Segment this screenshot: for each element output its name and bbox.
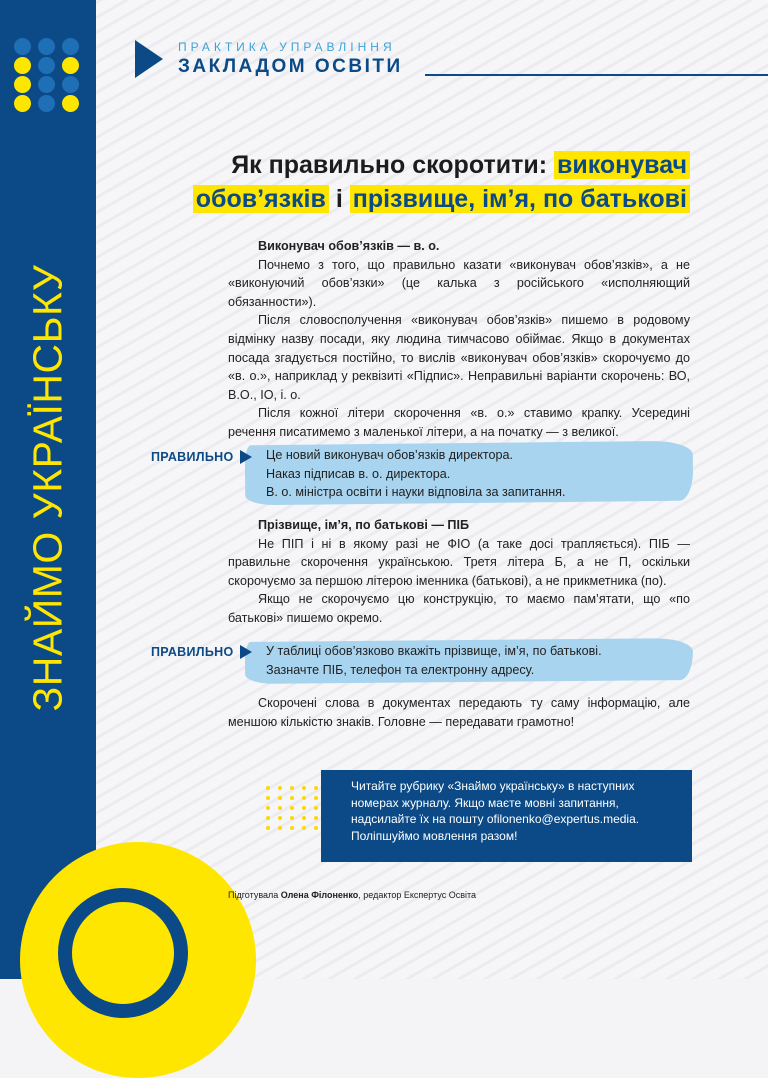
yellow-dot <box>302 796 306 800</box>
example-line: Зазначте ПІБ, телефон та електронну адресу. <box>266 662 535 677</box>
yellow-dot <box>266 796 270 800</box>
header-title: ЗАКЛАДОМ ОСВІТИ <box>178 56 403 77</box>
yellow-dot <box>314 806 318 810</box>
yellow-dot <box>278 826 282 830</box>
yellow-dot <box>314 816 318 820</box>
dot <box>14 95 31 112</box>
note-line: Поліпшуймо мовлення разом! <box>351 828 518 843</box>
label-arrow-icon <box>240 645 252 659</box>
note-line: надсилайте їх на пошту ofilonenko@expertus.media. <box>351 812 640 826</box>
example-line: Наказ підписав в. о. директора. <box>266 466 451 481</box>
example-line: У таблиці обов’язково вкажіть прізвище, ім’я, по батькові. <box>266 644 602 658</box>
paragraph: Почнемо з того, що правильно казати «виконувач обов’язків», а не «виконуючий обов’язки» (це калька з російського «исполняющий обязанности»). <box>228 257 690 309</box>
dot <box>62 76 79 93</box>
paragraph: Після кожної літери скорочення «в. о.» ставимо крапку. Усередині речення писатимемо з маленької літери, а на початку — з великої. <box>228 406 690 439</box>
yellow-dot <box>302 806 306 810</box>
yellow-dot <box>266 816 270 820</box>
example-label: ПРАВИЛЬНО <box>151 450 234 464</box>
header-kicker: ПРАКТИКА УПРАВЛІННЯ <box>178 40 396 54</box>
article-title-line-1 <box>231 150 690 180</box>
dot <box>62 57 79 74</box>
section-2 <box>228 516 690 628</box>
credit-suffix: , редактор Експертус Освіта <box>358 890 477 900</box>
dot <box>14 76 31 93</box>
yellow-dot <box>290 826 294 830</box>
yellow-dot <box>278 786 282 790</box>
yellow-dot <box>278 816 282 820</box>
dot <box>38 57 55 74</box>
credit-author: Олена Філоненко <box>280 890 359 900</box>
conclusion <box>228 694 690 731</box>
yellow-dot <box>290 816 294 820</box>
note-line: Читайте рубрику «Знаймо українську» в наступних <box>351 779 635 793</box>
yellow-dot <box>266 806 270 810</box>
yellow-dot <box>290 796 294 800</box>
paragraph: Після словосполучення «виконувач обов’язків» пишемо в родовому відмінку назву посади, яку людина тимчасово обіймає. Якщо в документах посада згадується постійно, то вислів «виконувач обов’язків» скорочуємо до «в. о.», наприклад у реквізиті «Підпис». Неправильні варіанти скорочень: ВО, В.О., ІО, і. о. <box>228 313 690 402</box>
article-title-highlight: обов’язків <box>193 185 329 213</box>
article-title-plain: Як правильно скоротити: <box>231 151 554 179</box>
credit-prefix: Підготувала <box>228 890 281 900</box>
header-rule <box>425 74 768 76</box>
dot <box>14 38 31 55</box>
dot <box>62 38 79 55</box>
paragraph: Скорочені слова в документах передають ту саму інформацію, але меншою кількістю знаків. Головне — передавати грамотно! <box>228 696 690 729</box>
yellow-dot <box>314 786 318 790</box>
article-title-highlight: виконувач <box>554 151 690 179</box>
yellow-dot <box>278 796 282 800</box>
dot <box>14 57 31 74</box>
section-heading: Прізвище, ім’я, по батькові — ПІБ <box>258 518 470 532</box>
dot <box>62 95 79 112</box>
dot <box>38 38 55 55</box>
example-1 <box>266 446 566 502</box>
header-triangle-icon <box>135 40 163 78</box>
yellow-dot <box>290 806 294 810</box>
note-line: номерах журналу. Якщо маєте мовні запитання, <box>351 795 619 810</box>
yellow-dot <box>302 786 306 790</box>
yellow-dot <box>314 796 318 800</box>
dot <box>38 76 55 93</box>
dot <box>38 95 55 112</box>
article-title-line-2 <box>193 184 690 214</box>
article-title-highlight: прізвище, ім’я, по батькові <box>350 185 690 213</box>
yellow-dot <box>302 816 306 820</box>
yellow-dot <box>302 826 306 830</box>
paragraph: Якщо не скорочуємо цю конструкцію, то маємо пам’ятати, що «по батькові» пишемо окремо. <box>228 592 690 625</box>
credit <box>228 890 476 900</box>
article-title-plain: і <box>328 185 350 213</box>
yellow-dot <box>290 786 294 790</box>
yellow-dot <box>266 786 270 790</box>
blue-ring-decoration <box>58 888 188 1018</box>
example-line: В. о. міністра освіти і науки відповіла за запитання. <box>266 485 566 500</box>
section-1 <box>228 237 690 442</box>
example-2 <box>266 642 602 679</box>
example-label: ПРАВИЛЬНО <box>151 645 234 659</box>
section-heading: Виконувач обов’язків — в. о. <box>258 239 440 253</box>
paragraph: Не ПІП і ні в якому разі не ФІО (а таке досі трапляється). ПІБ — правильне скорочення українською. Третя літера Б, а не П, оскільки скорочуємо за першою літерою іменника (батькові), а не прикметника (по). <box>228 536 690 588</box>
sidebar <box>0 0 96 979</box>
label-arrow-icon <box>240 450 252 464</box>
sidebar-vertical-title: ЗНАЙМО УКРАЇНСЬКУ <box>24 264 71 712</box>
yellow-dot <box>266 826 270 830</box>
yellow-dot <box>278 806 282 810</box>
note-box <box>321 770 692 862</box>
yellow-dot <box>314 826 318 830</box>
example-line: Це новий виконувач обов’язків директора. <box>266 448 513 462</box>
